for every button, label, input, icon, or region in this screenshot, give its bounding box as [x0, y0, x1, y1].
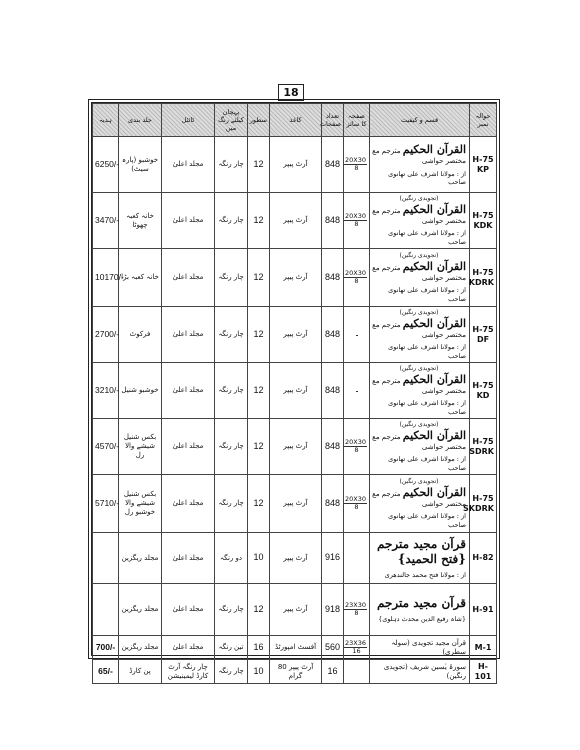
ref-code: H-75 KP — [470, 137, 497, 193]
table-row — [93, 584, 497, 636]
page-size: 20X30 8 — [344, 475, 370, 533]
product-description — [370, 584, 470, 636]
desc-line: مترجم مع مختصر حواشی — [372, 206, 466, 225]
line-count: 12 — [248, 419, 270, 475]
desc-line: قرآن مجید تجویدی (سولہ سطری) — [391, 638, 466, 656]
page-size — [344, 363, 370, 419]
page-count: 560 — [322, 636, 344, 660]
desc-author: از : مولانا اشرف علی تھانوی صاحب — [388, 229, 466, 246]
quran-calligraphy-logo: القرآن الحکیم — [402, 428, 466, 442]
price: 5710/- — [93, 475, 119, 533]
product-description — [370, 533, 470, 584]
paper-type: آرٹ پیپر 80 گرام — [270, 660, 322, 684]
price: 3210/- — [93, 363, 119, 419]
desc-note: (تجویدی رنگین) — [399, 365, 439, 373]
cover-title: مجلد اعلیٰ — [162, 636, 215, 660]
table-row — [93, 249, 497, 307]
table-row — [93, 363, 497, 419]
price: 4570/- — [93, 419, 119, 475]
quran-calligraphy-logo: القرآن الحکیم — [402, 485, 466, 499]
line-count: 12 — [248, 307, 270, 363]
desc-line: مترجم مع مختصر حواشی — [372, 263, 466, 282]
product-description — [370, 636, 470, 660]
desc-note: (تجویدی رنگین) — [399, 309, 439, 317]
cover-title: چار رنگہ آرٹ کارڈ لیمینیشن — [162, 660, 215, 684]
page-size: 20X30 8 — [344, 419, 370, 475]
ref-code: H-82 — [470, 533, 497, 584]
ref-code: 1-M — [470, 636, 497, 660]
ref-code: H-91 — [470, 584, 497, 636]
paper-type: آرٹ پیپر — [270, 363, 322, 419]
cover-title: مجلد اعلیٰ — [162, 193, 215, 249]
header-row — [93, 104, 497, 137]
line-count: 10 — [248, 660, 270, 684]
ref-code: H-101 — [470, 660, 497, 684]
cover-title: مجلد اعلیٰ — [162, 363, 215, 419]
desc-line: سورۃ یٰسین شریف (تجویدی رنگین) — [383, 662, 466, 680]
table-row — [93, 533, 497, 584]
table-row — [93, 137, 497, 193]
page-count: 848 — [322, 307, 344, 363]
quran-calligraphy-logo: القرآن الحکیم — [402, 202, 466, 216]
col-header-binding: جلد بندی — [119, 104, 162, 137]
page-size: 23X36 16 — [344, 636, 370, 660]
product-description — [370, 660, 470, 684]
col-header-color: پہچان کیلئے رنگ میں — [215, 104, 248, 137]
print-color: چار رنگہ — [215, 475, 248, 533]
quran-calligraphy-logo: القرآن الحکیم — [402, 259, 466, 273]
table-row — [93, 419, 497, 475]
price: 3470/- — [93, 193, 119, 249]
ref-code: H-75 KDRK — [470, 249, 497, 307]
desc-note: (تجویدی رنگین) — [399, 195, 439, 203]
page-count: 848 — [322, 193, 344, 249]
paper-type: آرٹ پیپر — [270, 249, 322, 307]
product-description — [370, 307, 470, 363]
page-size — [344, 533, 370, 584]
quran-calligraphy-logo: القرآن الحکیم — [402, 143, 466, 157]
print-color: چار رنگہ — [215, 660, 248, 684]
desc-line: مترجم مع مختصر حواشی — [372, 320, 466, 339]
cover-title: مجلد اعلیٰ — [162, 419, 215, 475]
binding-type: پن کارڈ — [119, 660, 162, 684]
binding-type: خانہ کعبہ بڑا — [119, 249, 162, 307]
cover-title: مجلد اعلیٰ — [162, 249, 215, 307]
desc-author: از : مولانا اشرف علی تھانوی صاحب — [388, 512, 466, 529]
paper-type: آرٹ پیپر — [270, 307, 322, 363]
col-header-price: ہدیہ — [93, 104, 119, 137]
col-header-lines: سطور — [248, 104, 270, 137]
desc-line: مترجم مع مختصر حواشی — [372, 489, 466, 508]
quran-calligraphy-logo: قرآن مجید مترجم {فتح الحمید} — [376, 536, 466, 566]
paper-type: آرٹ پیپر — [270, 533, 322, 584]
col-header-paper: کاغذ — [270, 104, 322, 137]
desc-note: (تجویدی رنگین) — [399, 478, 439, 486]
price: 2700/- — [93, 307, 119, 363]
product-description — [370, 419, 470, 475]
table-row — [93, 660, 497, 684]
line-count: 16 — [248, 636, 270, 660]
price — [93, 533, 119, 584]
binding-type: خوشبو (پارہ سیٹ) — [119, 137, 162, 193]
binding-type: بکس شنیل شیشے والا رل — [119, 419, 162, 475]
binding-type: مجلد ریگزین — [119, 584, 162, 636]
page-size: 20X30 8 — [344, 137, 370, 193]
col-header-code: حوالہ نمبر — [470, 104, 497, 137]
paper-type: آرٹ پیپر — [270, 137, 322, 193]
print-color: چار رنگہ — [215, 193, 248, 249]
binding-type: بکس شنیل شیشے والا خوشبو رل — [119, 475, 162, 533]
ref-code: H-75 KDK — [470, 193, 497, 249]
price: 6250/- — [93, 137, 119, 193]
page-size: 20X30 8 — [344, 193, 370, 249]
page-size: 23X30 8 — [344, 584, 370, 636]
line-count: 12 — [248, 363, 270, 419]
paper-type: آرٹ پیپر — [270, 419, 322, 475]
price — [93, 584, 119, 636]
line-count: 12 — [248, 193, 270, 249]
line-count: 12 — [248, 249, 270, 307]
print-color: چار رنگہ — [215, 584, 248, 636]
cover-title: مجلد اعلیٰ — [162, 475, 215, 533]
cover-title: مجلد اعلیٰ — [162, 533, 215, 584]
table-row — [93, 475, 497, 533]
binding-type: خانہ کعبہ چھوٹا — [119, 193, 162, 249]
desc-author: از : مولانا اشرف علی تھانوی صاحب — [388, 343, 466, 360]
print-color: دو رنگہ — [215, 533, 248, 584]
page-count: 848 — [322, 137, 344, 193]
product-description — [370, 249, 470, 307]
ref-code: H-75 DF — [470, 307, 497, 363]
binding-type: مجلد ریگزین — [119, 636, 162, 660]
page-count: 918 — [322, 584, 344, 636]
cover-title: مجلد اعلیٰ — [162, 584, 215, 636]
desc-author: از : مولانا فتح محمد جالندھری — [384, 570, 466, 579]
product-description — [370, 193, 470, 249]
desc-line: مترجم مع مختصر حواشی — [372, 432, 466, 451]
cover-title: مجلد اعلیٰ — [162, 307, 215, 363]
desc-note: (تجویدی رنگین) — [399, 421, 439, 429]
page-number: 18 — [278, 84, 304, 101]
product-description — [370, 363, 470, 419]
price-table — [92, 103, 497, 684]
page-size — [344, 660, 370, 684]
page-size — [344, 307, 370, 363]
quran-calligraphy-logo: قرآن مجید مترجم — [376, 595, 466, 610]
line-count: 12 — [248, 475, 270, 533]
price: 10170/- — [93, 249, 119, 307]
line-count: 12 — [248, 137, 270, 193]
page-count: 848 — [322, 419, 344, 475]
price: 65/- — [93, 660, 119, 684]
print-color: چار رنگہ — [215, 249, 248, 307]
desc-note: (تجویدی رنگین) — [399, 252, 439, 260]
paper-type: آرٹ پیپر — [270, 193, 322, 249]
desc-author: {شاہ رفیع الدین محدث دہلوی} — [378, 614, 466, 623]
ref-code: H-75 SDRK — [470, 419, 497, 475]
binding-type: فرکوٹ — [119, 307, 162, 363]
print-color: چار رنگہ — [215, 137, 248, 193]
col-header-pages: تعداد صفحات — [322, 104, 344, 137]
desc-author: از : مولانا اشرف علی تھانوی صاحب — [388, 455, 466, 472]
col-header-title: ٹائٹل — [162, 104, 215, 137]
ref-code: H-75 SKDRK — [470, 475, 497, 533]
page-count: 848 — [322, 363, 344, 419]
col-header-description: قسم و کیفیت — [370, 104, 470, 137]
paper-type: آفسٹ امپورٹڈ — [270, 636, 322, 660]
product-description — [370, 475, 470, 533]
table-row — [93, 193, 497, 249]
line-count: 12 — [248, 584, 270, 636]
print-color: تین رنگہ — [215, 636, 248, 660]
binding-type: خوشبو شنیل — [119, 363, 162, 419]
print-color: چار رنگہ — [215, 419, 248, 475]
page-count: 916 — [322, 533, 344, 584]
table-row — [93, 307, 497, 363]
print-color: چار رنگہ — [215, 307, 248, 363]
col-header-size: صفحہ کا سائز — [344, 104, 370, 137]
product-description — [370, 137, 470, 193]
desc-line: مترجم مع مختصر حواشی — [372, 147, 466, 165]
page-count: 848 — [322, 475, 344, 533]
page-count: 848 — [322, 249, 344, 307]
page-count: 16 — [322, 660, 344, 684]
quran-calligraphy-logo: القرآن الحکیم — [402, 372, 466, 386]
price: 700/- — [93, 636, 119, 660]
paper-type: آرٹ پیپر — [270, 584, 322, 636]
table-row — [93, 636, 497, 660]
line-count: 10 — [248, 533, 270, 584]
paper-type: آرٹ پیپر — [270, 475, 322, 533]
page-size: 20X30 8 — [344, 249, 370, 307]
print-color: چار رنگہ — [215, 363, 248, 419]
desc-author: از : مولانا اشرف علی تھانوی صاحب — [388, 169, 466, 186]
desc-author: از : مولانا اشرف علی تھانوی صاحب — [388, 286, 466, 303]
desc-line: مترجم مع مختصر حواشی — [372, 376, 466, 395]
desc-author: از : مولانا اشرف علی تھانوی صاحب — [388, 399, 466, 416]
quran-calligraphy-logo: القرآن الحکیم — [402, 316, 466, 330]
binding-type: مجلد ریگزین — [119, 533, 162, 584]
ref-code: H-75 KD — [470, 363, 497, 419]
cover-title: مجلد اعلیٰ — [162, 137, 215, 193]
